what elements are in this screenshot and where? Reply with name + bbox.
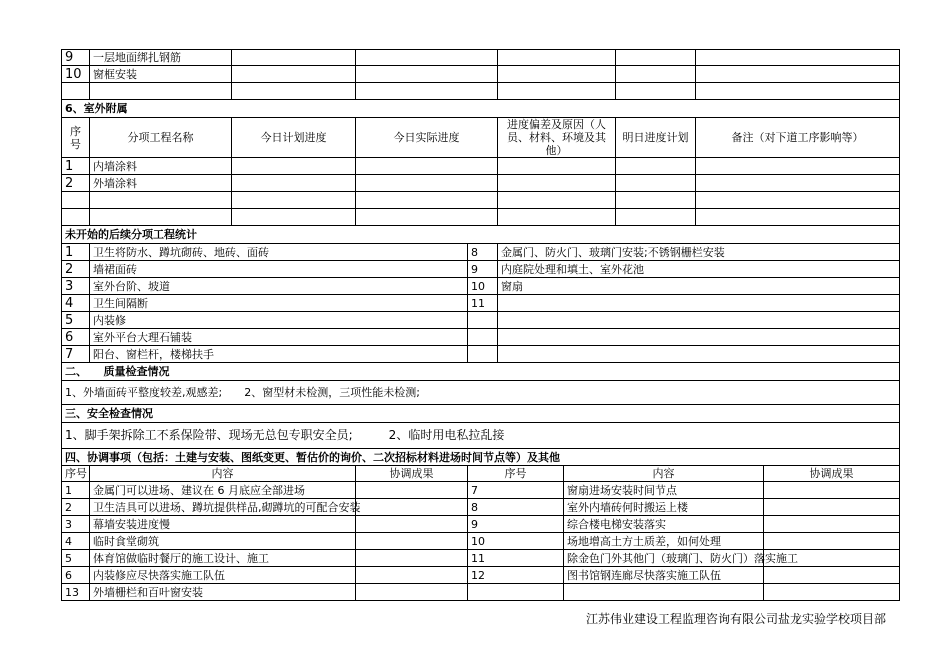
row-number: 1: [62, 482, 90, 499]
row-number: 2: [62, 261, 90, 278]
item-content: 卫生洁具可以进场、蹲坑提供样品,砌蹲坑的可配合安装: [90, 499, 356, 516]
row-number: 6: [62, 567, 90, 584]
row-number: 9: [62, 50, 90, 66]
item-content: 体育馆做临时餐厅的施工设计、施工: [90, 550, 356, 567]
table-row: [62, 158, 900, 175]
item-content: 临时食堂砌筑: [90, 533, 356, 550]
table-row: [62, 329, 900, 346]
item-content: 外墙栅栏和百叶窗安装: [90, 584, 356, 601]
table-row: [62, 516, 900, 533]
progress-report-table: [61, 49, 900, 601]
header-content: 内容: [90, 466, 356, 482]
table-row: [62, 499, 900, 516]
row-number: 13: [62, 584, 90, 601]
table-row: [62, 312, 900, 329]
row-number: 9: [468, 516, 564, 533]
header-result: 协调成果: [356, 466, 468, 482]
header-note: 备注（对下道工序影响等）: [696, 118, 900, 158]
section-title: 四、协调事项（包括：土建与安装、图纸变更、暂估价的询价、二次招标材料进场时间节点等）及其他: [62, 449, 900, 466]
item-name: 卫生间隔断: [90, 295, 468, 312]
item-content: 图书馆钢连廊尽快落实施工队伍: [564, 567, 764, 584]
section-title: 未开始的后续分项工程统计: [62, 226, 900, 244]
table-row: [62, 346, 900, 363]
header-no: 序号: [62, 466, 90, 482]
item-name: 窗扇: [498, 278, 900, 295]
row-number: 3: [62, 516, 90, 533]
row-number: 12: [468, 567, 564, 584]
header-tomorrow: 明日进度计划: [616, 118, 696, 158]
row-number: 9: [468, 261, 498, 278]
item-name: 窗框安装: [90, 66, 232, 83]
row-number: 10: [62, 66, 90, 83]
table-row: [62, 209, 900, 226]
header-deviation: 进度偏差及原因（人员、材料、环境及其他）: [498, 118, 616, 158]
item-name: 金属门、防火门、玻璃门安装;不锈钢栅栏安装: [498, 244, 900, 261]
item-content: 幕墙安装进度慢: [90, 516, 356, 533]
table-row: [62, 175, 900, 192]
row-number: 4: [62, 295, 90, 312]
row-number: 6: [62, 329, 90, 346]
row-number: 2: [62, 175, 90, 192]
item-name: 卫生将防水、蹲坑砌砖、地砖、面砖: [90, 244, 468, 261]
item-name: 室外平台大理石铺装: [90, 329, 468, 346]
header-no: 序号: [468, 466, 564, 482]
row-number: 2: [62, 499, 90, 516]
table-row: [62, 533, 900, 550]
row-number: 7: [468, 482, 564, 499]
header-content: 内容: [564, 466, 764, 482]
row-number: 8: [468, 244, 498, 261]
section-title: 二、 质量检查情况: [62, 363, 900, 381]
row-number: 1: [62, 158, 90, 175]
item-name: 阳台、窗栏杆，楼梯扶手: [90, 346, 468, 363]
item-name: [498, 295, 900, 312]
item-content: 综合楼电梯安装落实: [564, 516, 764, 533]
item-name: 外墙涂料: [90, 175, 232, 192]
table-row: [62, 50, 900, 66]
item-content: 场地增高土方土质差，如何处理: [564, 533, 764, 550]
row-number: 10: [468, 533, 564, 550]
table-row: [62, 550, 900, 567]
row-number: 11: [468, 550, 564, 567]
table-row: [62, 66, 900, 83]
row-number: 5: [62, 312, 90, 329]
row-number: 7: [62, 346, 90, 363]
header-plan: 今日计划进度: [232, 118, 356, 158]
table-row: [62, 244, 900, 261]
row-number: 1: [62, 244, 90, 261]
quality-notes: 1、外墙面砖平整度较差,观感差; 2、窗型材未检测，三项性能未检测;: [62, 381, 900, 405]
item-content: 除金色门外其他门（玻璃门、防火门）落实施工: [564, 550, 764, 567]
header-item-name: 分项工程名称: [90, 118, 232, 158]
item-name: 一层地面绑扎钢筋: [90, 50, 232, 66]
table-row: [62, 192, 900, 209]
table-row: [62, 295, 900, 312]
table-row: [62, 83, 900, 100]
row-number: 11: [468, 295, 498, 312]
item-content: 室外内墙砖何时搬运上楼: [564, 499, 764, 516]
table-header-row: [62, 466, 900, 482]
row-number: 5: [62, 550, 90, 567]
item-name: 墙裙面砖: [90, 261, 468, 278]
table-row: [62, 567, 900, 584]
safety-notes: 1、脚手架拆除工不系保险带、现场无总包专职安全员; 2、临时用电私拉乱接: [62, 423, 900, 449]
row-number: 4: [62, 533, 90, 550]
item-content: 窗扇进场安装时间节点: [564, 482, 764, 499]
table-row: [62, 482, 900, 499]
table-row: [62, 261, 900, 278]
table-row: [62, 584, 900, 601]
footer-company: 江苏伟业建设工程监理咨询有限公司盐龙实验学校项目部: [585, 612, 886, 626]
item-content: 内装修应尽快落实施工队伍: [90, 567, 356, 584]
table-header-row: [62, 118, 900, 158]
row-number: 10: [468, 278, 498, 295]
item-name: 室外台阶、坡道: [90, 278, 468, 295]
section-title: 三、安全检查情况: [62, 405, 900, 423]
table-row: [62, 278, 900, 295]
report-sheet: [61, 49, 899, 601]
item-name: 内装修: [90, 312, 468, 329]
item-content: 金属门可以进场、建议在 6 月底应全部进场: [90, 482, 356, 499]
header-actual: 今日实际进度: [356, 118, 498, 158]
item-name: 内庭院处理和填土、室外花池: [498, 261, 900, 278]
header-result: 协调成果: [764, 466, 900, 482]
item-name: 内墙涂料: [90, 158, 232, 175]
section-title: 6、室外附属: [62, 100, 900, 118]
row-number: 3: [62, 278, 90, 295]
header-no: 序号: [62, 118, 90, 158]
row-number: 8: [468, 499, 564, 516]
